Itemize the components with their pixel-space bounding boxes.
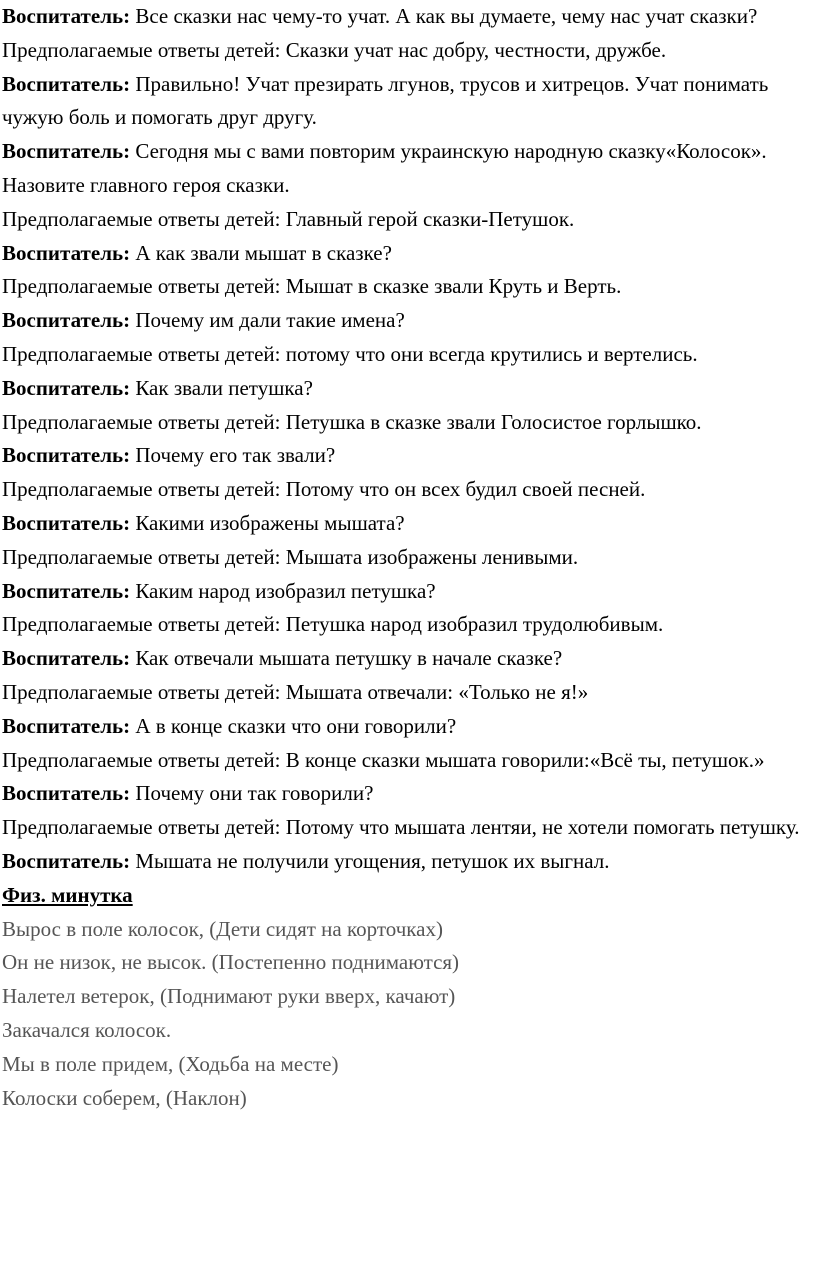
- section-heading: Физ. минутка: [2, 882, 133, 907]
- poem-line: Мы в поле придем, (Ходьба на месте): [2, 1051, 339, 1076]
- speaker-label: Воспитатель:: [2, 375, 131, 400]
- teacher-line: [2, 777, 814, 811]
- teacher-line: [2, 0, 814, 34]
- line-text: Почему они так говорили?: [130, 781, 374, 806]
- teacher-line: [2, 710, 814, 744]
- speaker-label: Воспитатель:: [2, 240, 131, 265]
- text-line: [2, 34, 814, 68]
- line-text: Сегодня мы с вами повторим украинскую народную сказку«Колосок».: [130, 139, 767, 164]
- text-line: [2, 811, 814, 845]
- teacher-line: [2, 439, 814, 473]
- text-line: [2, 676, 814, 710]
- speaker-label: Воспитатель:: [2, 713, 131, 738]
- speaker-label: Воспитатель:: [2, 578, 131, 603]
- teacher-line: [2, 237, 814, 271]
- text-line: [2, 169, 814, 203]
- text-line: [2, 406, 814, 440]
- poem-line: Вырос в поле колосок, (Дети сидят на корточках): [2, 916, 443, 941]
- line-text: А как звали мышат в сказке?: [130, 240, 392, 265]
- teacher-line: [2, 642, 814, 676]
- text-line: [2, 541, 814, 575]
- line-text: Назовите главного героя сказки.: [2, 172, 290, 197]
- line-text: Предполагаемые ответы детей: Мышата изображены ленивыми.: [2, 544, 579, 569]
- poem-line: Налетел ветерок, (Поднимают руки вверх, качают): [2, 984, 456, 1009]
- text-line: [2, 473, 814, 507]
- speaker-label: Воспитатель:: [2, 781, 131, 806]
- teacher-line: [2, 507, 814, 541]
- speaker-label: Воспитатель:: [2, 308, 131, 333]
- line-text: Как отвечали мышата петушку в начале сказке?: [130, 646, 563, 671]
- line-text: Предполагаемые ответы детей: Мышат в сказке звали Круть и Верть.: [2, 274, 622, 299]
- line-text: Предполагаемые ответы детей: Мышата отвечали: «Только не я!»: [2, 679, 589, 704]
- line-text: А в конце сказки что они говорили?: [130, 713, 457, 738]
- line-text: Почему им дали такие имена?: [130, 308, 405, 333]
- line-text: Как звали петушка?: [130, 375, 313, 400]
- document-page: [2, 0, 814, 1115]
- line-text: Предполагаемые ответы детей: Петушка народ изобразил трудолюбивым.: [2, 612, 664, 637]
- text-line: [2, 744, 814, 778]
- speaker-label: Воспитатель:: [2, 443, 131, 468]
- text-line: [2, 608, 814, 642]
- line-text: Предполагаемые ответы детей: Потому что мышата лентяи, не хотели помогать петушку.: [2, 815, 800, 840]
- speaker-label: Воспитатель:: [2, 510, 131, 535]
- poem-line: Колоски соберем, (Наклон): [2, 1085, 247, 1110]
- line-text: Предполагаемые ответы детей: потому что они всегда крутились и вертелись.: [2, 341, 698, 366]
- teacher-line: [2, 575, 814, 609]
- line-text: Предполагаемые ответы детей: Петушка в сказке звали Голосистое горлышко.: [2, 409, 702, 434]
- speaker-label: Воспитатель:: [2, 646, 131, 671]
- text-line: [2, 203, 814, 237]
- line-text: Предполагаемые ответы детей: В конце сказки мышата говорили:«Всё ты, петушок.»: [2, 747, 765, 772]
- speaker-label: Воспитатель:: [2, 139, 131, 164]
- teacher-line: [2, 135, 814, 169]
- line-text: Мышата не получили угощения, петушок их выгнал.: [130, 848, 610, 873]
- poem-line: Он не низок, не высок. (Постепенно поднимаются): [2, 950, 460, 975]
- teacher-line: [2, 845, 814, 879]
- text-line: [2, 338, 814, 372]
- teacher-line: [2, 304, 814, 338]
- teacher-line: [2, 372, 814, 406]
- line-text: Какими изображены мышата?: [130, 510, 405, 535]
- speaker-label: Воспитатель:: [2, 848, 131, 873]
- dialogue-section: [2, 0, 814, 879]
- line-text: Предполагаемые ответы детей: Главный герой сказки-Петушок.: [2, 206, 575, 231]
- poem-section: [2, 913, 814, 1116]
- line-text: Правильно! Учат презирать лгунов, трусов и хитрецов. Учат понимать чужую боль и помогать друг другу.: [2, 71, 769, 130]
- speaker-label: Воспитатель:: [2, 4, 131, 28]
- line-text: Все сказки нас чему-то учат. А как вы думаете, чему нас учат сказки?: [130, 4, 758, 28]
- line-text: Каким народ изобразил петушка?: [130, 578, 436, 603]
- text-line: [2, 270, 814, 304]
- poem-line: Закачался колосок.: [2, 1017, 172, 1042]
- line-text: Почему его так звали?: [130, 443, 336, 468]
- teacher-line: [2, 68, 814, 136]
- line-text: Предполагаемые ответы детей: Потому что он всех будил своей песней.: [2, 477, 646, 502]
- speaker-label: Воспитатель:: [2, 71, 131, 96]
- line-text: Предполагаемые ответы детей: Сказки учат нас добру, честности, дружбе.: [2, 37, 667, 62]
